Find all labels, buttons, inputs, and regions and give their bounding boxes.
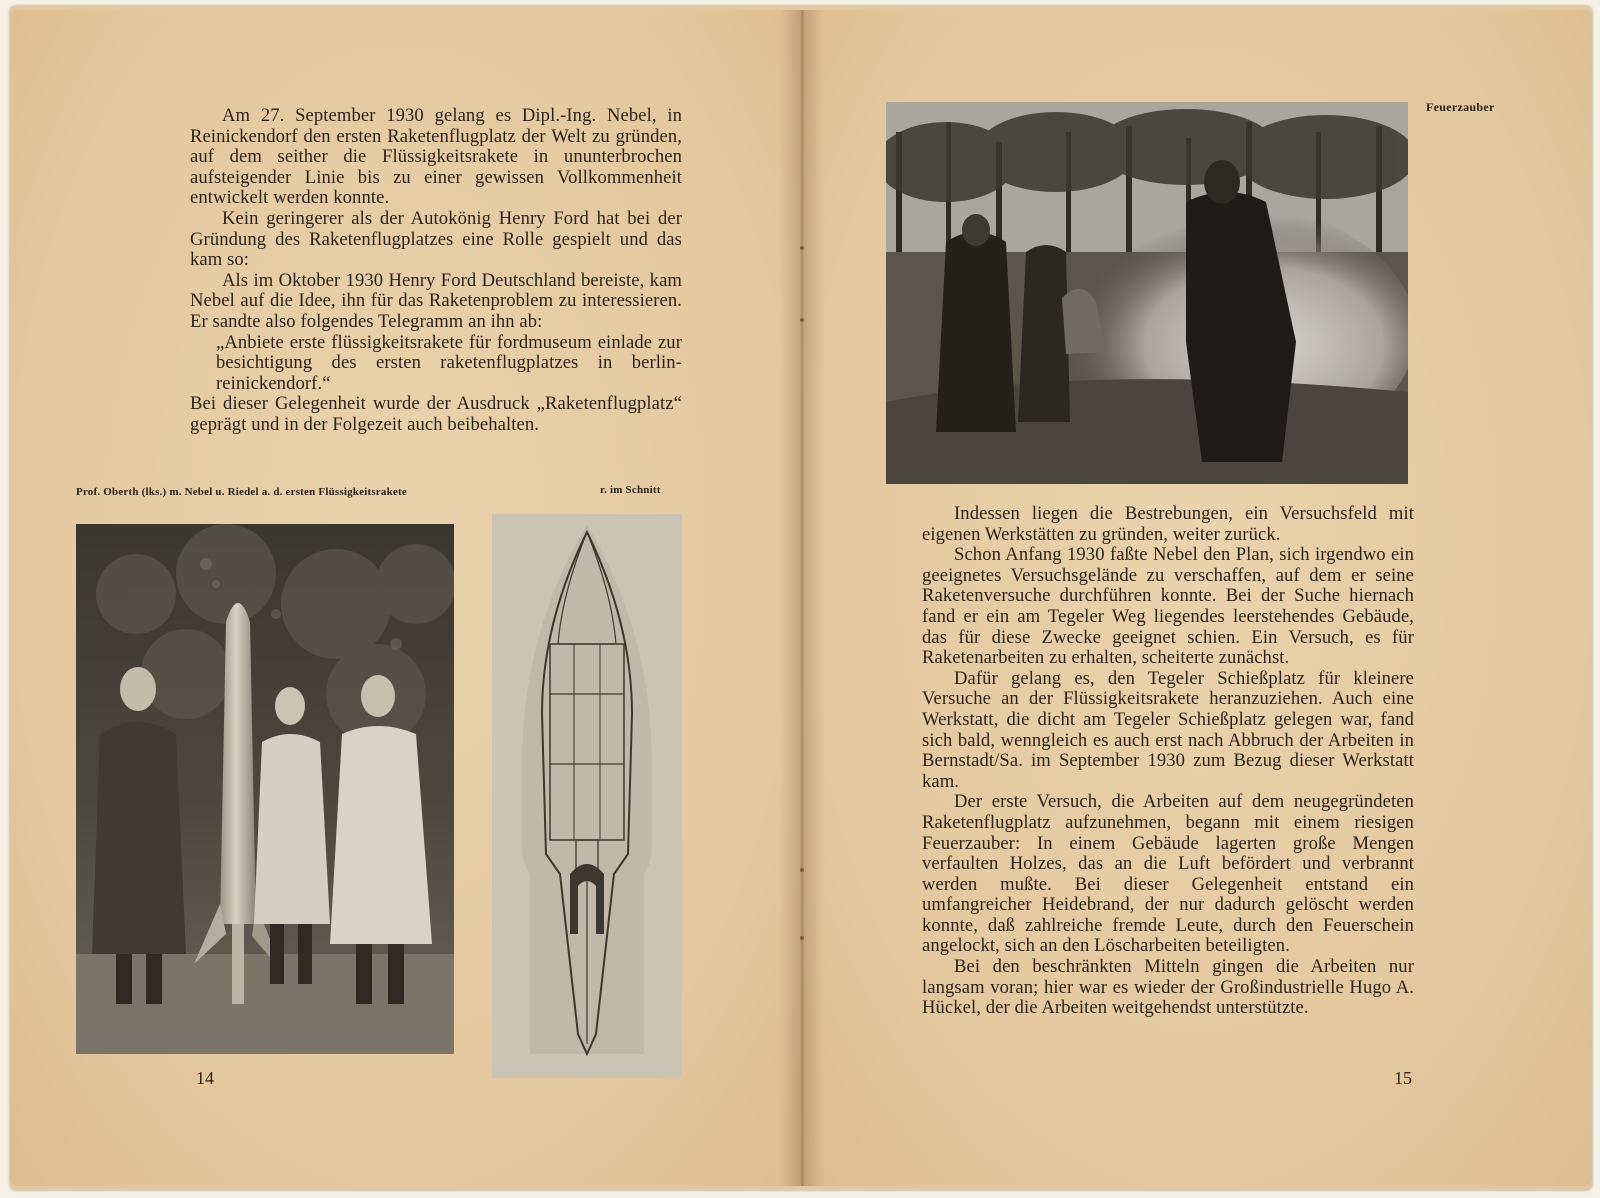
binding-stitch — [800, 868, 804, 872]
paragraph: Kein geringerer als der Autokönig Henry Ford hat bei der Gründung des Raketenflugplatzes eine Rolle gespielt und das kam so: — [190, 207, 682, 271]
photo-caption: Prof. Oberth (lks.) m. Nebel u. Riedel a. d. ersten Flüssigkeitsrakete — [76, 486, 407, 498]
binding-stitch — [800, 936, 804, 940]
paragraph: Als im Oktober 1930 Henry Ford Deutschland bereiste, kam Nebel auf die Idee, ihn für das Raketenproblem zu interessieren. Er sandte also folgendes Telegramm an ihn ab: — [190, 269, 682, 332]
telegram-quote: „Anbiete erste flüssigkeitsrakete für fordmuseum einlade zur besichtigung des ersten raketenflugplatzes in berlin-reinickendorf.“ — [216, 331, 682, 394]
right-page — [802, 10, 1592, 1186]
paragraph: Am 27. September 1930 gelang es Dipl.-Ing. Nebel, in Reinickendorf den ersten Raketenflugplatz der Welt zu gründen, auf dem seither die Flüssigkeitsrakete in ununterbrochen aufsteigender Linie bis zu einer gewissen Vollkommenheit entwickelt werden konnte. — [190, 105, 682, 209]
right-page-text — [922, 504, 1414, 1019]
page-number: 15 — [1394, 1068, 1412, 1088]
paragraph: Schon Anfang 1930 faßte Nebel den Plan, sich irgendwo ein geeignetes Versuchsgelände zu verschaffen, auf dem er seine Raketenversuche durchführen konnte. Bei der Suche hiernach fand er ein am Tegeler Weg liegendes leerstehendes Gebäude, das für diese Zwecke geeignet schien. Ein Versuch, es für Raketenarbeiten zu erhalten, scheiterte zunächst. — [922, 544, 1414, 669]
paragraph: Dafür gelang es, den Tegeler Schießplatz für kleinere Versuche an der Flüssigkeitsrakete heranzuziehen. Auch eine Werkstatt, die dicht am Tegeler Schießplatz gelegen war, fand sich bald, wenngleich es auch erst nach Abbruch der Arbeiten in Bernstadt/Sa. im September 1930 zum Bezug dieser Werkstatt kam. — [922, 667, 1414, 792]
page-number: 14 — [196, 1068, 214, 1088]
paragraph: Bei dieser Gelegenheit wurde der Ausdruck „Raketenflugplatz“ geprägt und in der Folgezeit auch beibehalten. — [190, 393, 682, 435]
running-head: Feuerzauber — [1426, 100, 1495, 114]
paragraph: Der erste Versuch, die Arbeiten auf dem neugegründeten Raketenflugplatz aufzunehmen, begann mit einem riesigen Feuerzauber: In einem Gebäude lagerten große Mengen verfaulten Holzes, das an die Luft befördert und verbrannt werden mußte. Bei dieser Gelegenheit entstand ein umfangreicher Heidebrand, der nur dadurch gelöscht werden konnte, daß zahlreiche fremde Leute, durch den Feuerschein angelockt, sich an den Löscharbeiten beteiligten. — [922, 791, 1414, 957]
group-photo — [76, 524, 454, 1054]
paragraph: Bei den beschränkten Mitteln gingen die Arbeiten nur langsam voran; hier war es wieder der Großindustrielle Hugo A. Hückel, der die Arbeiten weitgehendst unterstützte. — [922, 956, 1414, 1019]
left-page — [10, 10, 800, 1186]
binding-stitch — [800, 246, 804, 250]
book-gutter — [780, 10, 824, 1186]
fire-photo — [886, 102, 1408, 484]
binding-stitch — [800, 318, 804, 322]
diagram-caption: r. im Schnitt — [600, 484, 661, 496]
paragraph: Indessen liegen die Bestrebungen, ein Versuchsfeld mit eigenen Werkstätten zu gründen, weiter zurück. — [922, 503, 1414, 545]
rocket-cross-section-diagram — [492, 514, 682, 1078]
book-spread — [10, 6, 1592, 1190]
left-page-text — [190, 106, 682, 436]
